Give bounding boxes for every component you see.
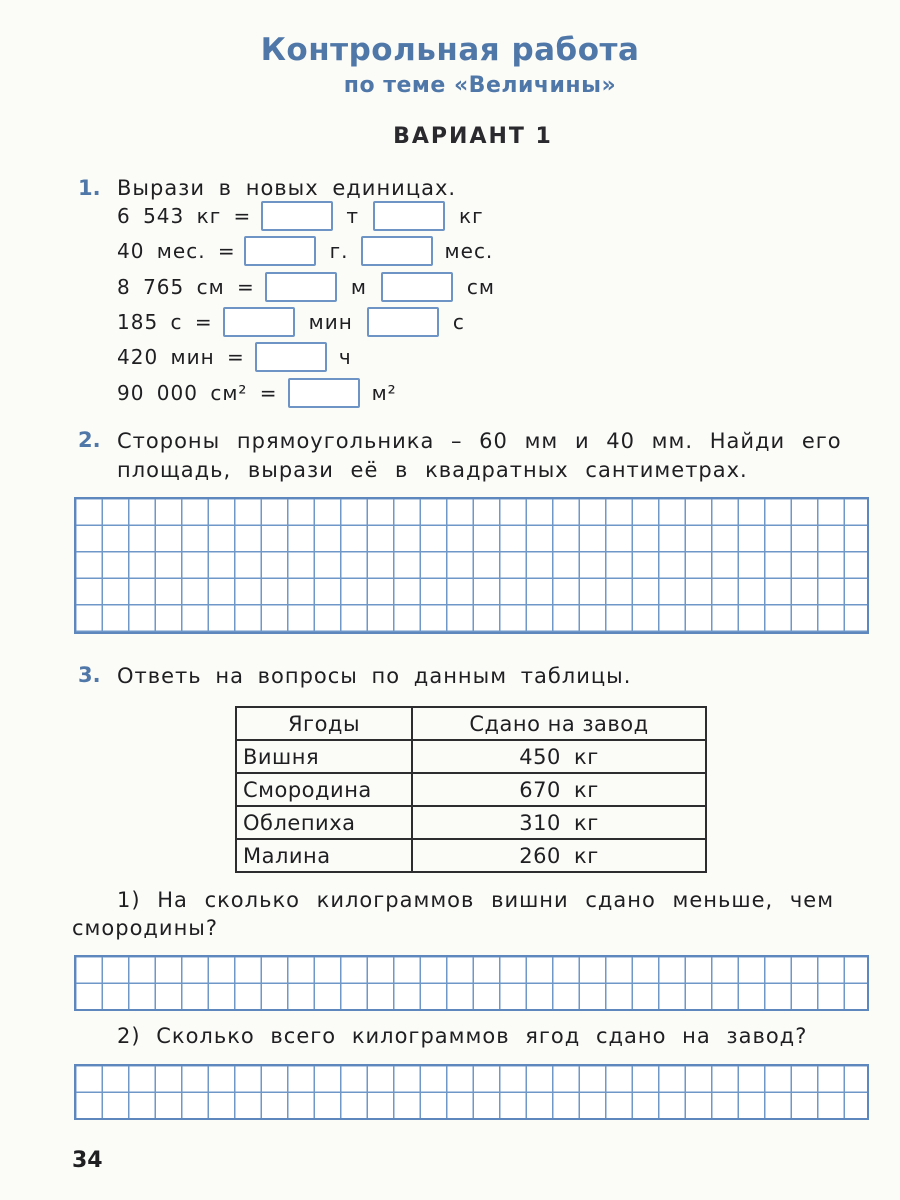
task2-number: 2. [78, 428, 101, 452]
task1-row-6 [117, 377, 397, 409]
variant-heading: ВАРИАНТ 1 [393, 124, 553, 149]
answer-box[interactable] [361, 236, 433, 266]
answer-grid-question2[interactable] [74, 1064, 869, 1120]
berry-amount: 310 кг [412, 806, 706, 839]
table-row [236, 740, 706, 773]
berry-name: Вишня [236, 740, 412, 773]
unit-label: кг [458, 204, 484, 228]
unit-label: г. [329, 239, 349, 263]
berry-name: Смородина [236, 773, 412, 806]
header-delivered: Сдано на завод [412, 707, 706, 740]
task2-text-line2: площадь, вырази её в квадратных сантиметрах. [117, 458, 748, 482]
berry-amount: 670 кг [412, 773, 706, 806]
task3-prompt: Ответь на вопросы по данным таблицы. [117, 664, 632, 688]
task3-question1-line2: смородины? [72, 916, 219, 940]
berry-amount: 260 кг [412, 839, 706, 872]
task1-row-5-expr: 420 мин = [117, 345, 245, 369]
answer-box[interactable] [223, 307, 295, 337]
answer-grid-question1[interactable] [74, 955, 869, 1011]
berry-name: Облепиха [236, 806, 412, 839]
unit-label: см [466, 275, 495, 299]
unit-label: м [350, 275, 367, 299]
answer-box[interactable] [261, 201, 333, 231]
task1-row-4 [117, 306, 465, 338]
page-number: 34 [72, 1148, 103, 1173]
task1-row-5 [117, 341, 352, 373]
task1-row-3-expr: 8 765 см = [117, 275, 255, 299]
task1-row-4-expr: 185 с = [117, 310, 213, 334]
task1-row-1 [117, 200, 484, 232]
task1-prompt: Вырази в новых единицах. [117, 176, 457, 200]
berries-table [235, 706, 707, 873]
unit-label: ч [338, 345, 352, 369]
task1-row-2-expr: 40 мес. = [117, 239, 236, 263]
unit-label: мин [308, 310, 353, 334]
answer-box[interactable] [255, 342, 327, 372]
task1-number: 1. [78, 176, 101, 200]
task1-row-6-expr: 90 000 см² = [117, 381, 278, 405]
answer-box[interactable] [373, 201, 445, 231]
answer-box[interactable] [367, 307, 439, 337]
berry-amount: 450 кг [412, 740, 706, 773]
task2-text-line1: Стороны прямоугольника – 60 мм и 40 мм. Найди его [117, 429, 842, 453]
unit-label: м² [371, 381, 397, 405]
page-title: Контрольная работа [260, 32, 640, 68]
task3-question2: 2) Сколько всего килограммов ягод сдано на завод? [117, 1024, 808, 1048]
page-subtitle: по теме «Величины» [343, 73, 617, 98]
berry-name: Малина [236, 839, 412, 872]
unit-label: т [346, 204, 359, 228]
table-header-row [236, 707, 706, 740]
task3-question1-line1: 1) На сколько килограммов вишни сдано меньше, чем [117, 888, 835, 912]
task1-row-3 [117, 271, 495, 303]
unit-label: с [452, 310, 465, 334]
header-berries: Ягоды [236, 707, 412, 740]
task1-row-2 [117, 235, 493, 267]
answer-box[interactable] [381, 272, 453, 302]
table-row [236, 773, 706, 806]
unit-label: мес. [444, 239, 494, 263]
answer-grid-task2[interactable] [74, 497, 869, 634]
answer-box[interactable] [244, 236, 316, 266]
task1-row-1-expr: 6 543 кг = [117, 204, 252, 228]
table-row [236, 806, 706, 839]
answer-box[interactable] [265, 272, 337, 302]
task3-number: 3. [78, 663, 101, 687]
answer-box[interactable] [288, 378, 360, 408]
table-row [236, 839, 706, 872]
